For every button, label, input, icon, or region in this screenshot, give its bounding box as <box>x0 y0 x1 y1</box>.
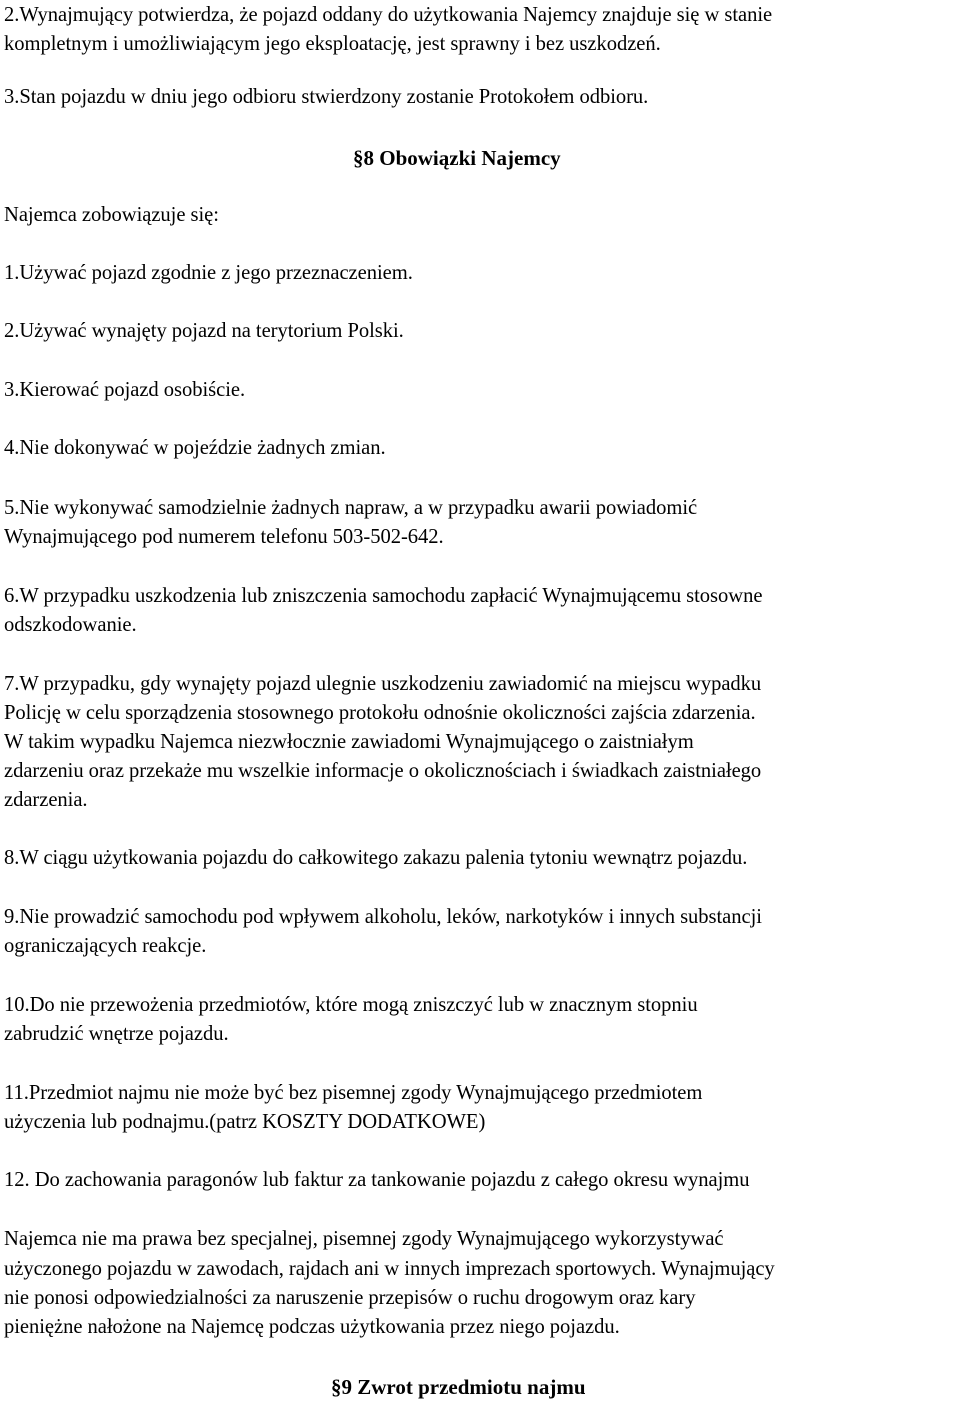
section-8-lead: Najemca zobowiązuje się: <box>4 204 219 226</box>
obligation-item-11-line-2: użyczenia lub podnajmu.(patrz KOSZTY DODATKOWE) <box>4 1111 486 1133</box>
obligation-item-5-line-1: 5.Nie wykonywać samodzielnie żadnych napraw, a w przypadku awarii powiadomić <box>4 497 698 519</box>
intro-item-3: 3.Stan pojazdu w dniu jego odbioru stwierdzony zostanie Protokołem odbioru. <box>4 86 649 108</box>
obligation-item-7-line-3: W takim wypadku Najemca niezwłocznie zawiadomi Wynajmującego o zaistniałym <box>4 731 694 753</box>
section-8-heading: §8 Obowiązki Najemcy <box>353 146 561 170</box>
obligation-item-10-line-2: zabrudzić wnętrze pojazdu. <box>4 1023 229 1045</box>
intro-item-2-line-2: kompletnym i umożliwiającym jego eksploatację, jest sprawny i bez uszkodzeń. <box>4 33 661 55</box>
closing-paragraph-line-1: Najemca nie ma prawa bez specjalnej, pisemnej zgody Wynajmującego wykorzystywać <box>4 1228 724 1250</box>
obligation-item-11-line-1: 11.Przedmiot najmu nie może być bez pisemnej zgody Wynajmującego przedmiotem <box>4 1082 703 1104</box>
closing-paragraph-line-4: pieniężne nałożone na Najemcę podczas użytkowania przez niego pojazdu. <box>4 1316 620 1338</box>
obligation-item-7-line-5: zdarzenia. <box>4 789 88 811</box>
obligation-item-12: 12. Do zachowania paragonów lub faktur za tankowanie pojazdu z całego okresu wynajmu <box>4 1169 750 1191</box>
obligation-item-8: 8.W ciągu użytkowania pojazdu do całkowitego zakazu palenia tytoniu wewnątrz pojazdu. <box>4 847 748 869</box>
closing-paragraph-line-2: użyczonego pojazdu w zawodach, rajdach ani w innych imprezach sportowych. Wynajmujący <box>4 1258 775 1280</box>
obligation-item-7-line-2: Policję w celu sporządzenia stosownego protokołu odnośnie okoliczności zajścia zdarzenia. <box>4 702 756 724</box>
obligation-item-5-line-2: Wynajmującego pod numerem telefonu 503-502-642. <box>4 526 444 548</box>
section-9-heading: §9 Zwrot przedmiotu najmu <box>331 1375 586 1399</box>
obligation-item-6-line-1: 6.W przypadku uszkodzenia lub zniszczenia samochodu zapłacić Wynajmującemu stosowne <box>4 585 763 607</box>
obligation-item-6-line-2: odszkodowanie. <box>4 614 137 636</box>
obligation-item-4: 4.Nie dokonywać w pojeździe żadnych zmian. <box>4 437 386 459</box>
obligation-item-3: 3.Kierować pojazd osobiście. <box>4 379 246 401</box>
obligation-item-9-line-2: ograniczających reakcje. <box>4 935 207 957</box>
obligation-item-1: 1.Używać pojazd zgodnie z jego przeznaczeniem. <box>4 262 413 284</box>
obligation-item-2: 2.Używać wynajęty pojazd na terytorium Polski. <box>4 320 404 342</box>
obligation-item-9-line-1: 9.Nie prowadzić samochodu pod wpływem alkoholu, leków, narkotyków i innych substancji <box>4 906 762 928</box>
obligation-item-7-line-1: 7.W przypadku, gdy wynajęty pojazd ulegnie uszkodzeniu zawiadomić na miejscu wypadku <box>4 673 762 695</box>
intro-item-2-line-1: 2.Wynajmujący potwierdza, że pojazd oddany do użytkowania Najemcy znajduje się w stanie <box>4 4 773 26</box>
closing-paragraph-line-3: nie ponosi odpowiedzialności za naruszenie przepisów o ruchu drogowym oraz kary <box>4 1287 696 1309</box>
obligation-item-10-line-1: 10.Do nie przewożenia przedmiotów, które mogą zniszczyć lub w znacznym stopniu <box>4 994 698 1016</box>
obligation-item-7-line-4: zdarzeniu oraz przekaże mu wszelkie informacje o okolicznościach i świadkach zaistniałego <box>4 760 762 782</box>
